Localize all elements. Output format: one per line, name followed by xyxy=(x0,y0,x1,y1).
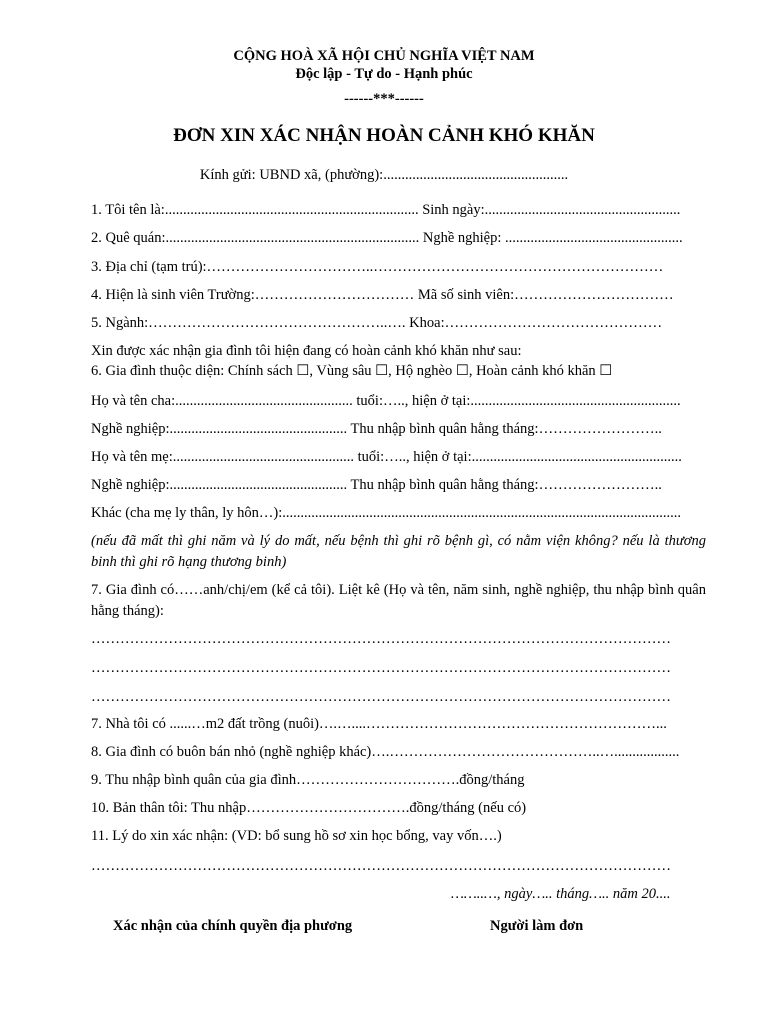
country-heading: CỘNG HOÀ XÃ HỘI CHỦ NGHĨA VIỆT NAM xyxy=(233,48,535,64)
field-mother-job: Nghề nghiệp:................................................. Thu nhập bình quân hằng tháng:…………………….. xyxy=(91,477,662,493)
request-intro: Xin được xác nhận gia đình tôi hiện đang có hoàn cảnh khó khăn như sau: xyxy=(91,343,522,359)
sibling-blank-line: ………………………………………………………………………………………………………… xyxy=(91,631,671,647)
field-hometown-job: 2. Quê quán:...................................................................... Nghề nghiệp: ................................................. xyxy=(91,230,683,246)
field-name-dob: 1. Tôi tên là:...................................................................... Sinh ngày:...................................................... xyxy=(91,202,681,218)
field-mother-name: Họ và tên mẹ:.................................................. tuổi:….., hiện ở tại:.......................................................... xyxy=(91,449,682,465)
field-school-id: 4. Hiện là sinh viên Trường:…………………………… Mã số sinh viên:…………………………… xyxy=(91,287,674,303)
field-business: 8. Gia đình có buôn bán nhỏ (nghề nghiệp khác)….……………………………………..….................. xyxy=(91,744,680,760)
reason-blank-line: ………………………………………………………………………………………………………… xyxy=(91,858,671,874)
applicant-signature-label: Người làm đơn xyxy=(490,918,584,934)
siblings-intro: 7. Gia đình có……anh/chị/em (kể cả tôi). Liệt kê (Họ và tên, năm sinh, nghề nghiệp, thu nhập bình quân hằng tháng): xyxy=(91,582,706,619)
category-line: 6. Gia đình thuộc diện: Chính sách ☐, Vùng sâu ☐, Hộ nghèo ☐, Hoàn cảnh khó khăn ☐ xyxy=(91,363,613,379)
divider: ------***------ xyxy=(344,91,424,107)
page-title: ĐƠN XIN XÁC NHẬN HOÀN CẢNH KHÓ KHĂN xyxy=(173,125,595,146)
field-land: 7. Nhà tôi có ......…m2 đất trồng (nuôi)….…....……………………………………………………... xyxy=(91,716,667,732)
motto: Độc lập - Tự do - Hạnh phúc xyxy=(295,66,473,82)
field-father-job: Nghề nghiệp:................................................. Thu nhập bình quân hằng tháng:…………………….. xyxy=(91,421,662,437)
reason-label: 11. Lý do xin xác nhận: (VD: bổ sung hồ sơ xin học bổng, vay vốn….) xyxy=(91,828,502,844)
field-father-name: Họ và tên cha:................................................. tuổi:….., hiện ở tại:.......................................................... xyxy=(91,393,681,409)
field-own-income: 10. Bản thân tôi: Thu nhập…………………………….đồng/tháng (nếu có) xyxy=(91,800,527,816)
field-family-income: 9. Thu nhập bình quân của gia đình…………………………….đồng/tháng xyxy=(91,772,525,788)
authority-signature-label: Xác nhận của chính quyền địa phương xyxy=(113,918,353,934)
parents-note: (nếu đã mất thì ghi năm và lý do mất, nếu bệnh thì ghi rõ bệnh gì, có nằm viện không? nếu là thương binh thì ghi rõ hạng thương binh) xyxy=(91,533,706,570)
field-major-faculty: 5. Ngành:…………………………………………..…. Khoa:……………………………………… xyxy=(91,315,663,331)
field-other: Khác (cha mẹ ly thân, ly hôn…):.............................................................................................................. xyxy=(91,505,682,521)
field-address: 3. Địa chỉ (tạm trú):……………………………..…………………………………………………… xyxy=(91,259,664,275)
date-line: ……..…, ngày….. tháng….. năm 20.... xyxy=(451,886,671,902)
sibling-blank-line: ………………………………………………………………………………………………………… xyxy=(91,660,671,676)
recipient-line: Kính gửi: UBND xã, (phường):................................................... xyxy=(199,167,569,183)
sibling-blank-line: ………………………………………………………………………………………………………… xyxy=(91,689,671,705)
